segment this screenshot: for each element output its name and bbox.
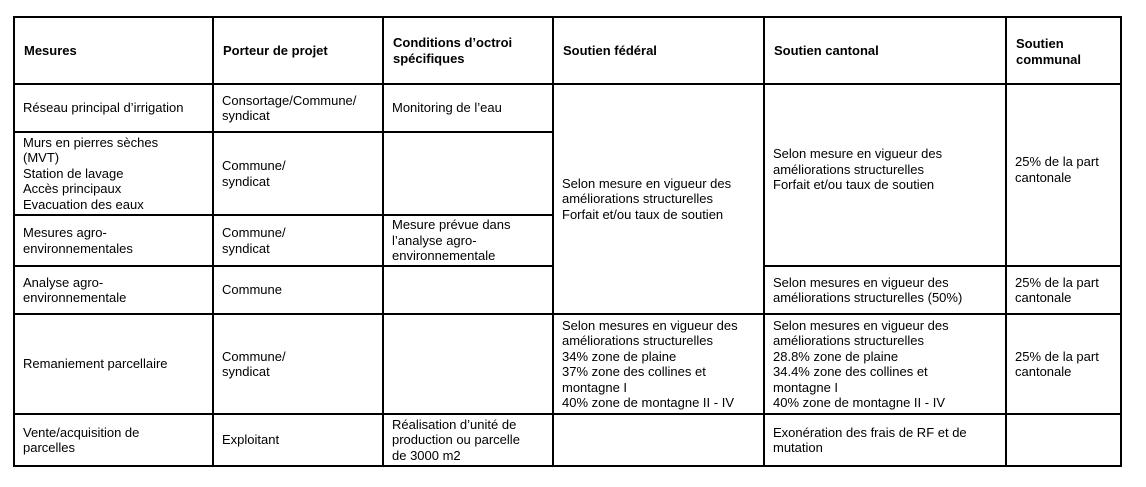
communal-merged-cell (1007, 85, 1122, 267)
row3-porteur (214, 216, 384, 267)
row5-porteur-text: Commune/ syndicat (222, 348, 286, 379)
row2-mesures-text: Murs en pierres sèches (MVT) Station de lavage Accès principaux Evacuation des eaux (23, 134, 159, 212)
row5-conditions (384, 315, 554, 415)
row3-porteur-text: Commune/ syndicat (222, 225, 286, 256)
row6-porteur-text: Exploitant (222, 432, 280, 448)
row1-porteur-text: Consortage/Commune/ syndicat (222, 92, 357, 123)
header-communal (1007, 18, 1122, 85)
row5-cantonal-text: Selon mesures en vigueur des améliorations structurelles 28.8% zone de plaine 34.4% zone des collines et montagne I 40% zone de montagne II - IV (773, 317, 949, 410)
row3-conditions-text: Mesure prévue dans l’analyse agro- environnementale (392, 217, 511, 264)
row5-communal-text: 25% de la part cantonale (1015, 348, 1099, 379)
row6-cantonal-text: Exonération des frais de RF et de mutation (773, 424, 967, 455)
header-conditions (384, 18, 554, 85)
row4-cantonal (765, 267, 1007, 315)
cantonal-merged-cell (765, 85, 1007, 267)
row6-porteur (214, 415, 384, 467)
communal-merged-text: 25% de la part cantonale (1015, 154, 1099, 185)
row5-mesures-text: Remaniement parcellaire (23, 356, 168, 372)
header-federal (554, 18, 765, 85)
header-mesures-text: Mesures (24, 42, 77, 58)
row6-federal (554, 415, 765, 467)
header-federal-text: Soutien fédéral (563, 42, 657, 58)
federal-merged-text: Selon mesure en vigueur des améliorations structurelles Forfait et/ou taux de soutien (562, 175, 732, 222)
row5-federal-text: Selon mesures en vigueur des améliorations structurelles 34% zone de plaine 37% zone des collines et montagne I 40% zone de montagne II - IV (562, 317, 738, 410)
support-measures-table (13, 16, 1122, 467)
row4-communal (1007, 267, 1122, 315)
header-conditions-text: Conditions d’octroi spécifiques (393, 35, 513, 66)
row1-porteur (214, 85, 384, 133)
header-mesures (15, 18, 214, 85)
cantonal-merged-text: Selon mesure en vigueur des améliorations structurelles Forfait et/ou taux de soutien (773, 146, 943, 192)
row3-mesures-text: Mesures agro- environnementales (23, 225, 133, 256)
row5-federal (554, 315, 765, 415)
row6-conditions-text: Réalisation d’unité de production ou parcelle de 3000 m2 (392, 416, 520, 463)
header-porteur (214, 18, 384, 85)
row3-conditions (384, 216, 554, 267)
row6-mesures (15, 415, 214, 467)
row1-mesures (15, 85, 214, 133)
row4-conditions (384, 267, 554, 315)
row2-mesures (15, 133, 214, 216)
row1-mesures-text: Réseau principal d’irrigation (23, 100, 184, 116)
row2-porteur-text: Commune/ syndicat (222, 158, 286, 189)
row1-conditions (384, 85, 554, 133)
row5-cantonal (765, 315, 1007, 415)
header-cantonal-text: Soutien cantonal (774, 42, 879, 58)
row6-mesures-text: Vente/acquisition de parcelles (23, 424, 140, 455)
federal-merged-cell (554, 85, 765, 315)
row2-conditions (384, 133, 554, 216)
row2-porteur (214, 133, 384, 216)
header-cantonal (765, 18, 1007, 85)
row6-cantonal (765, 415, 1007, 467)
row1-conditions-text: Monitoring de l’eau (392, 100, 502, 116)
row5-mesures (15, 315, 214, 415)
row6-conditions (384, 415, 554, 467)
row3-mesures (15, 216, 214, 267)
row4-mesures (15, 267, 214, 315)
header-porteur-text: Porteur de projet (223, 42, 328, 58)
row4-porteur-text: Commune (222, 282, 282, 298)
row4-cantonal-text: Selon mesures en vigueur des améliorations structurelles (50%) (773, 274, 963, 305)
row4-communal-text: 25% de la part cantonale (1015, 274, 1099, 305)
row5-communal (1007, 315, 1122, 415)
row4-mesures-text: Analyse agro- environnementale (23, 274, 127, 305)
row5-porteur (214, 315, 384, 415)
row4-porteur (214, 267, 384, 315)
header-communal-text: Soutien communal (1016, 36, 1082, 67)
row6-communal (1007, 415, 1122, 467)
